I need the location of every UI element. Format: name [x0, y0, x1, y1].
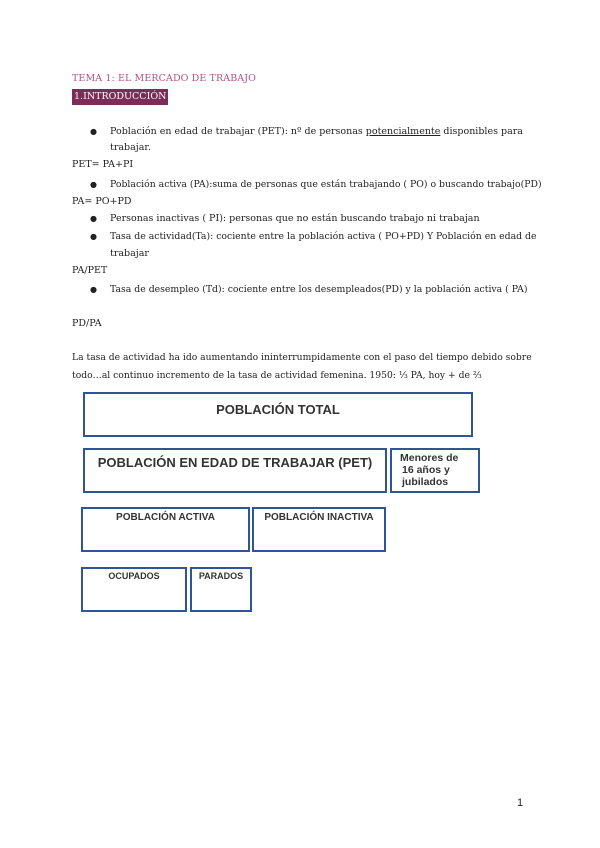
box-menores-jubilados: [390, 448, 480, 493]
box-ocupados-label: OCUPADOS: [108, 571, 160, 581]
box-poblacion-activa: [81, 507, 250, 552]
document-title: TEMA 1: EL MERCADO DE TRABAJO: [72, 73, 257, 84]
td-formula: PD/PA: [72, 318, 102, 329]
pa-definition: Población activa (PA):suma de personas que están trabajando ( PO) o buscando trabajo(PD): [110, 179, 542, 190]
bullet-marker: ●: [90, 285, 97, 294]
box-poblacion-activa-label: POBLACIÓN ACTIVA: [116, 512, 215, 523]
box-poblacion-total: [83, 392, 473, 437]
bullet-marker: ●: [90, 232, 97, 241]
ta-definition-cont: trabajar: [110, 248, 149, 259]
page-number: 1: [517, 797, 524, 809]
pet-text: Población en edad de trabajar (PET): nº de personas: [110, 126, 366, 137]
td-definition: Tasa de desempleo (Td): cociente entre los desempleados(PD) y la población activa ( PA): [110, 284, 528, 295]
menores-line-1: Menores de: [400, 452, 459, 464]
box-poblacion-total-label: POBLACIÓN TOTAL: [216, 402, 340, 417]
paragraph-line-2: todo…al continuo incremento de la tasa de actividad femenina. 1950: ⅓ PA, hoy + de ⅔: [72, 370, 482, 381]
box-poblacion-inactiva: [252, 507, 386, 552]
box-poblacion-inactiva-label: POBLACIÓN INACTIVA: [264, 512, 374, 523]
pet-definition-cont: trabajar.: [110, 142, 151, 153]
bullet-marker: ●: [90, 127, 97, 136]
box-parados: [190, 567, 252, 612]
paragraph-line-1: La tasa de actividad ha ido aumentando ininterrumpidamente con el paso del tiempo debido sobre: [72, 352, 532, 363]
menores-line-3: jubilados: [402, 476, 449, 488]
section-heading: 1.INTRODUCCIÓN: [72, 89, 168, 105]
ta-formula: PA/PET: [72, 265, 108, 276]
pa-formula: PA= PO+PD: [72, 196, 132, 207]
pet-underlined-word: potencialmente: [365, 126, 441, 137]
pi-definition: Personas inactivas ( PI): personas que no están buscando trabajo ni trabajan: [110, 213, 480, 224]
bullet-marker: ●: [90, 214, 97, 223]
bullet-marker: ●: [90, 180, 97, 189]
pet-formula: PET= PA+PI: [72, 159, 134, 170]
box-ocupados: [81, 567, 187, 612]
box-parados-label: PARADOS: [198, 571, 244, 581]
menores-line-2: 16 años y: [402, 464, 450, 476]
box-poblacion-pet: [83, 448, 387, 493]
pet-text-end: disponibles para: [440, 126, 523, 137]
ta-definition: Tasa de actividad(Ta): cociente entre la población activa ( PO+PD) Y Población en edad de: [110, 231, 537, 242]
box-poblacion-pet-label: POBLACIÓN EN EDAD DE TRABAJAR (PET): [97, 455, 373, 470]
